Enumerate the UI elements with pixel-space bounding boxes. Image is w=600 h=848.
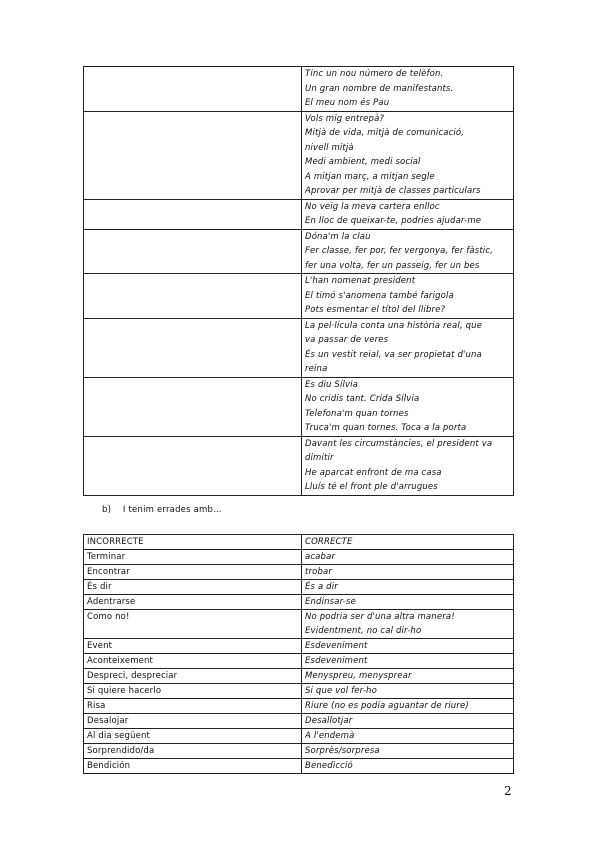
term-line bbox=[87, 274, 298, 289]
page-number: 2 bbox=[504, 784, 512, 798]
example-line: He aparcat enfront de ma casa bbox=[305, 467, 442, 478]
term-line bbox=[87, 407, 298, 422]
example-line: La pel·lícula conta una història real, que bbox=[305, 320, 483, 331]
example-line: fer una volta, fer un passeig, fer un bes bbox=[305, 260, 480, 271]
vocabulary-row bbox=[84, 274, 514, 319]
correct-cell: Riure (no es podia aguantar de riure) bbox=[302, 699, 514, 714]
example-line: Pots esmentar el títol del llibre? bbox=[305, 305, 446, 315]
term-line bbox=[87, 200, 298, 215]
incorrect-cell: Terminar bbox=[84, 550, 302, 565]
example-line: Vols mig entrepà? bbox=[305, 113, 385, 124]
example-line: Fer classe, fer por, fer vergonya, fer fàstic, bbox=[305, 246, 493, 256]
term-line bbox=[87, 378, 298, 393]
term-line bbox=[87, 480, 298, 495]
term-line bbox=[87, 466, 298, 481]
example-cell bbox=[302, 199, 514, 229]
example-cell bbox=[302, 318, 514, 377]
term-line bbox=[87, 303, 298, 318]
vocabulary-row bbox=[84, 436, 514, 495]
example-line: nivell mitjà bbox=[305, 142, 354, 153]
example-line: Es diu Sílvia bbox=[305, 379, 359, 390]
incorrect-cell: Bendición bbox=[84, 759, 302, 774]
example-line: dimitir bbox=[305, 453, 334, 463]
term-line bbox=[87, 362, 298, 377]
term-line bbox=[87, 230, 298, 245]
incorrect-cell: És dir bbox=[84, 580, 302, 595]
example-line: És un vestit reial, va ser propietat d'una bbox=[305, 349, 482, 360]
example-line: Truca'm quan tornes. Toca a la porta bbox=[305, 423, 467, 433]
vocabulary-row bbox=[84, 199, 514, 229]
error-row bbox=[84, 684, 514, 699]
correct-cell: Endinsar-se bbox=[302, 595, 514, 610]
incorrect-cell: Risa bbox=[84, 699, 302, 714]
term-line bbox=[87, 437, 298, 452]
incorrect-cell: Encontrar bbox=[84, 565, 302, 580]
term-line bbox=[87, 319, 298, 334]
term-line bbox=[87, 333, 298, 348]
example-line: Lluís té el front ple d'arrugues bbox=[305, 482, 438, 492]
correct-cell: Menyspreu, menysprear bbox=[302, 669, 514, 684]
correct-cell: Sorprès/sorpresa bbox=[302, 744, 514, 759]
header-correct: CORRECTE bbox=[302, 535, 514, 550]
incorrect-cell: Al dia següent bbox=[84, 729, 302, 744]
error-row bbox=[84, 639, 514, 654]
correct-cell: Si que vol fer-ho bbox=[302, 684, 514, 699]
term-line bbox=[87, 259, 298, 274]
example-line: Mitjà de vida, mitjà de comunicació, bbox=[305, 128, 465, 138]
term-line bbox=[87, 244, 298, 259]
example-line: No cridis tant. Crida Sílvia bbox=[305, 394, 420, 404]
error-row bbox=[84, 610, 514, 639]
section-b-heading bbox=[102, 505, 222, 515]
term-line bbox=[87, 155, 298, 170]
errors-table bbox=[83, 534, 514, 774]
term-cell bbox=[84, 67, 302, 112]
example-line: Davant les circumstàncies, el president va bbox=[305, 438, 493, 449]
error-row bbox=[84, 550, 514, 565]
example-line: No veig la meva cartera enlloc bbox=[305, 201, 440, 212]
example-line: En lloc de queixar-te, podries ajudar-me bbox=[305, 216, 482, 226]
example-line: va passar de veres bbox=[305, 335, 389, 345]
error-row bbox=[84, 714, 514, 729]
vocabulary-row bbox=[84, 67, 514, 112]
example-line: Medi ambient, medi social bbox=[305, 157, 421, 167]
example-cell bbox=[302, 111, 514, 199]
incorrect-cell: Si quiere hacerlo bbox=[84, 684, 302, 699]
term-line bbox=[87, 421, 298, 436]
term-cell bbox=[84, 318, 302, 377]
incorrect-cell: Despreci, despreciar bbox=[84, 669, 302, 684]
term-line bbox=[87, 170, 298, 185]
term-line bbox=[87, 82, 298, 97]
term-cell bbox=[84, 229, 302, 274]
vocabulary-row bbox=[84, 318, 514, 377]
errors-table-body bbox=[84, 535, 514, 774]
header-incorrect: INCORRECTE bbox=[84, 535, 302, 550]
term-line bbox=[87, 141, 298, 156]
example-line: Tinc un nou número de telèfon. bbox=[305, 69, 444, 79]
term-line bbox=[87, 67, 298, 82]
errors-table-header bbox=[84, 535, 514, 550]
example-line: reina bbox=[305, 364, 328, 374]
term-cell bbox=[84, 436, 302, 495]
correct-cell: acabar bbox=[302, 550, 514, 565]
term-line bbox=[87, 392, 298, 407]
example-cell bbox=[302, 436, 514, 495]
error-row bbox=[84, 654, 514, 669]
example-line: El timó s'anomena també farigola bbox=[305, 290, 454, 301]
term-line bbox=[87, 112, 298, 127]
example-line: El meu nom és Pau bbox=[305, 98, 390, 108]
correct-cell: A l'endemà bbox=[302, 729, 514, 744]
vocabulary-row bbox=[84, 111, 514, 199]
incorrect-cell: Sorprendido/da bbox=[84, 744, 302, 759]
error-row bbox=[84, 699, 514, 714]
incorrect-cell: Event bbox=[84, 639, 302, 654]
section-b-label: b) bbox=[102, 505, 112, 515]
example-line: Dóna'm la clau bbox=[305, 231, 371, 242]
example-line: Telefona'm quan tornes bbox=[305, 408, 409, 419]
term-cell bbox=[84, 377, 302, 436]
term-line bbox=[87, 126, 298, 141]
correct-cell: Benedicció bbox=[302, 759, 514, 774]
correct-cell: No podria ser d'una altra manera! Evidentment, no cal dir-ho bbox=[302, 610, 514, 639]
example-cell bbox=[302, 229, 514, 274]
correct-cell: trobar bbox=[302, 565, 514, 580]
vocabulary-table-body bbox=[84, 67, 514, 496]
correct-cell: Desallotjar bbox=[302, 714, 514, 729]
incorrect-cell: Adentrarse bbox=[84, 595, 302, 610]
correct-cell: Esdeveniment bbox=[302, 654, 514, 669]
example-line: Un gran nombre de manifestants. bbox=[305, 83, 454, 94]
term-line bbox=[87, 451, 298, 466]
error-row bbox=[84, 669, 514, 684]
error-row bbox=[84, 565, 514, 580]
vocabulary-row bbox=[84, 229, 514, 274]
section-b-text: I tenim errades amb... bbox=[122, 505, 222, 515]
error-row bbox=[84, 729, 514, 744]
term-cell bbox=[84, 274, 302, 319]
incorrect-cell: Aconteixement bbox=[84, 654, 302, 669]
term-cell bbox=[84, 199, 302, 229]
error-row bbox=[84, 580, 514, 595]
example-line: Aprovar per mitjà de classes particulars bbox=[305, 186, 481, 196]
example-line: L'han nomenat president bbox=[305, 276, 416, 286]
incorrect-cell: Como no! bbox=[84, 610, 302, 639]
error-row bbox=[84, 744, 514, 759]
term-cell bbox=[84, 111, 302, 199]
term-line bbox=[87, 184, 298, 199]
term-line bbox=[87, 96, 298, 111]
error-row bbox=[84, 759, 514, 774]
incorrect-cell: Desalojar bbox=[84, 714, 302, 729]
term-line bbox=[87, 214, 298, 229]
example-cell bbox=[302, 377, 514, 436]
error-row bbox=[84, 595, 514, 610]
correct-cell: És a dir bbox=[302, 580, 514, 595]
example-line: A mitjan març, a mitjan segle bbox=[305, 171, 435, 182]
vocabulary-row bbox=[84, 377, 514, 436]
correct-cell: Esdeveniment bbox=[302, 639, 514, 654]
term-line bbox=[87, 348, 298, 363]
example-cell bbox=[302, 67, 514, 112]
vocabulary-table bbox=[83, 66, 514, 496]
example-cell bbox=[302, 274, 514, 319]
term-line bbox=[87, 289, 298, 304]
